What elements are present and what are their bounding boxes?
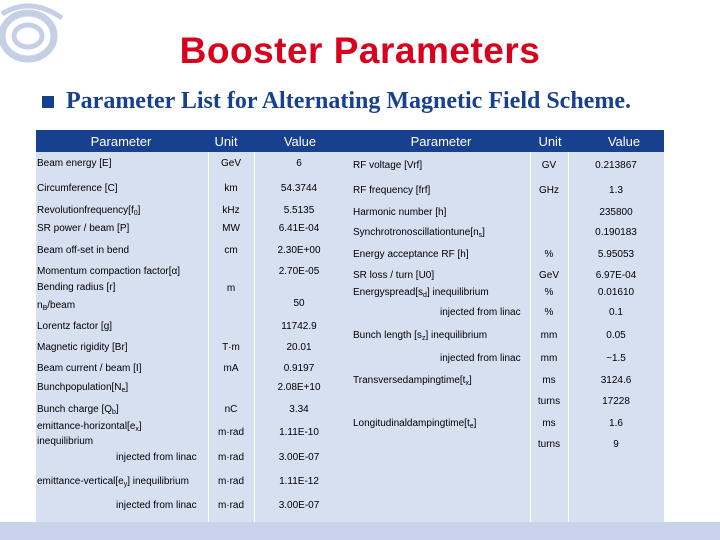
value-cell: 0.05 <box>606 330 626 341</box>
param-bunch-population: $Bunchpopulation[N_e]$ <box>37 382 129 394</box>
header-unit: Unit <box>214 134 238 149</box>
value-cell: 2.70E-05 <box>278 266 320 277</box>
param-emittance-vertical-injected: injected from linac <box>116 500 197 511</box>
value-cell: 3.00E-07 <box>278 500 320 511</box>
unit-cell: turns <box>537 396 561 407</box>
param-bunch-length-injected: injected from linac <box>440 353 521 364</box>
header-value: Value <box>607 134 641 149</box>
unit-cell: m·rad <box>217 452 245 463</box>
value-cell: 0.190183 <box>595 227 637 238</box>
unit-cell: ms <box>542 418 556 429</box>
value-cell: ~1.5 <box>606 353 626 364</box>
unit-cell: cm <box>224 245 238 256</box>
param-rf-voltage: RF voltage [Vrf] <box>353 160 423 171</box>
unit-cell: % <box>544 287 554 298</box>
value-cell: 0.213867 <box>595 160 637 171</box>
param-rf-frequency: RF frequency [frf] <box>353 185 431 196</box>
value-cell: 2.30E+00 <box>277 245 321 256</box>
param-lorentz-factor: Lorentz factor [g] <box>37 321 113 332</box>
unit-cell: m·rad <box>217 476 245 487</box>
value-cell: 6 <box>296 158 302 169</box>
unit-cell: T·m <box>222 342 240 353</box>
value-cell: 235800 <box>599 207 633 218</box>
param-emittance-horizontal-injected: injected from linac <box>116 452 197 463</box>
right-table-header <box>350 130 664 152</box>
param-beam-offset: Beam off-set in bend <box>37 245 130 256</box>
unit-cell: kHz <box>222 205 240 216</box>
param-nb-beam: $n_B$/beam <box>37 300 76 312</box>
param-circumference: Circumference [C] <box>37 183 118 194</box>
value-cell: 6.41E-04 <box>278 223 320 234</box>
value-cell: 9 <box>613 439 619 450</box>
unit-cell: m·rad <box>217 500 245 511</box>
param-beam-energy: Beam energy [E] <box>37 158 112 169</box>
unit-cell: GeV <box>538 270 559 281</box>
unit-cell: mm <box>540 330 558 341</box>
unit-cell: % <box>544 307 554 318</box>
unit-cell: km <box>224 183 238 194</box>
value-cell: 54.3744 <box>280 183 318 194</box>
param-beam-current: Beam current / beam [I] <box>37 363 142 374</box>
param-transverse-damping: $Transversedampingtime[t_x]$ <box>353 375 472 387</box>
value-cell: 1.11E-12 <box>279 476 319 487</box>
value-cell: 2.08E+10 <box>277 382 321 393</box>
value-cell: 0.01610 <box>597 287 635 298</box>
unit-cell: mA <box>223 363 239 374</box>
value-cell: 1.6 <box>609 418 623 429</box>
param-longitudinal-damping: $Longitudinaldampingtime[t_e]$ <box>353 418 477 430</box>
value-cell: 3.00E-07 <box>278 452 320 463</box>
unit-cell: GeV <box>220 158 241 169</box>
unit-cell: GHz <box>539 185 559 196</box>
value-cell: 3124.6 <box>600 375 632 386</box>
value-cell: 0.1 <box>609 307 623 318</box>
value-cell: 1.3 <box>609 185 623 196</box>
param-revolution-frequency: $Revolutionfrequency[f_0]$ <box>37 205 141 217</box>
left-table-header <box>36 130 350 152</box>
value-cell: 20.01 <box>286 342 312 353</box>
header-value: Value <box>283 134 317 149</box>
header-parameter: Parameter <box>90 134 152 149</box>
unit-cell: GV <box>541 160 557 171</box>
header-parameter: Parameter <box>410 134 472 149</box>
header-unit: Unit <box>538 134 562 149</box>
param-emittance-horizontal: emittance-$horizontal[e_x]$ inequilibrium <box>37 421 142 447</box>
value-cell: 5.5135 <box>283 205 315 216</box>
unit-cell: mm <box>540 353 558 364</box>
param-bunch-length: Bunch length $[s_z]$ inequilibrium <box>353 330 488 342</box>
value-cell: 1.11E-10 <box>279 427 319 438</box>
unit-cell: m·rad <box>217 427 245 438</box>
value-cell: 3.34 <box>289 404 309 415</box>
param-bunch-charge: Bunch charge $[Q_b]$ <box>37 404 119 416</box>
footer-bar <box>0 522 720 540</box>
param-sr-loss: SR loss / turn [U0] <box>353 270 435 281</box>
value-cell: 50 <box>293 298 305 309</box>
param-momentum-compaction: Momentum compaction factor[α] <box>37 266 181 277</box>
param-bending-radius: Bending radius [r] <box>37 282 116 293</box>
subtitle: Parameter List for Alternating Magnetic Field Scheme. <box>66 88 631 114</box>
unit-cell: turns <box>537 439 561 450</box>
unit-cell: ms <box>542 375 556 386</box>
param-energy-spread: $Energyspread[s_d]$ inequilibrium <box>353 287 489 299</box>
param-emittance-vertical: emittance-$vertical[e_y]$ inequilibrium <box>37 476 189 488</box>
bullet-icon <box>42 96 54 108</box>
param-energy-spread-injected: injected from linac <box>440 307 521 318</box>
unit-cell: m <box>226 283 236 294</box>
param-energy-acceptance: Energy acceptance RF [h] <box>353 249 469 260</box>
param-synchrotron-tune: $Synchrotronoscillationtune[n_s]$ <box>353 227 485 239</box>
unit-cell: % <box>544 249 554 260</box>
value-cell: 11742.9 <box>281 321 317 332</box>
value-cell: 6.97E-04 <box>595 270 637 281</box>
param-harmonic-number: Harmonic number [h] <box>353 207 447 218</box>
page-title: Booster Parameters <box>179 30 541 71</box>
value-cell: 5.95053 <box>597 249 635 260</box>
value-cell: 0.9197 <box>283 363 315 374</box>
param-magnetic-rigidity: Magnetic rigidity [Br] <box>37 342 128 353</box>
value-cell: 17228 <box>602 396 630 407</box>
param-sr-power: SR power / beam [P] <box>37 223 130 234</box>
unit-cell: nC <box>224 404 238 415</box>
unit-cell: MW <box>222 223 240 234</box>
